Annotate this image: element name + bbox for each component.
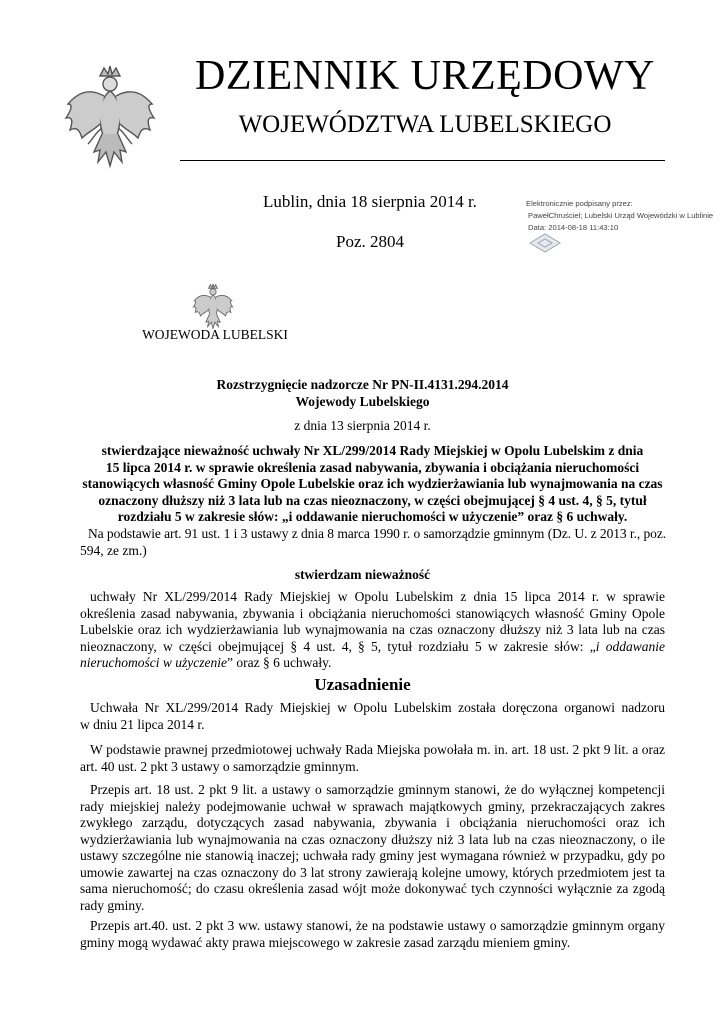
paragraph-line: zwykłego zarządu, dotyczących zasad nabywania, zbywania i obciążania nieruchomości oraz ich [80, 815, 665, 830]
justification-heading: Uzasadnienie [314, 675, 411, 694]
ruling-heading: stwierdzam nieważność [294, 567, 431, 582]
decision-issuer: Wojewody Lubelskiego [295, 394, 430, 409]
paragraph-line: sama nieruchomość; do czasu określenia zasad wójt może dokonywać tych czynności wyłącznie za zgodą [80, 881, 665, 896]
basis-line: Na podstawie art. 91 ust. 1 i 3 ustawy z dnia 8 marca 1990 r. o samorządzie gminnym (Dz. U. z 2013 r., poz. [88, 526, 666, 541]
ruling-italic: nieruchomości w użyczenie [80, 655, 227, 670]
paragraph-line: umowie zawartej na czas oznaczony do 3 lat strony zawierają kolejne umowy, których przedmiotem jest ta [80, 864, 665, 880]
polish-eagle-emblem-icon [60, 62, 160, 174]
paragraph-line: wydzierżawiania lub wynajmowania na czas oznaczony dłuższy niż 3 lata lub na czas nieoznaczony, o ile [80, 831, 665, 847]
voivode-eagle-icon [190, 282, 236, 332]
electronic-signature [526, 198, 721, 234]
justification-p1 [80, 700, 665, 733]
ruling-line: Lubelskie oraz ich wydzierżawiania lub wynajmowania na czas oznaczony dłuższy niż 3 lata lub na czas [80, 622, 665, 637]
subject-line: rozdziału 5 w zakresie słów: „i oddawanie nieruchomości w użyczenie” oraz § 6 uchwały. [117, 509, 628, 524]
decision-date: z dnia 13 sierpnia 2014 r. [294, 418, 431, 433]
ruling-line: ” oraz § 6 uchwały. [226, 655, 332, 670]
position-number: Poz. 2804 [336, 232, 404, 251]
paragraph-line: ustawy szczególne nie stanowią inaczej; uchwała rady gminy jest wymagana również w przypadku, gdy po [80, 848, 665, 863]
decision-subject [80, 443, 665, 526]
paragraph-line: Przepis art.40. ust. 2 pkt 3 ww. ustawy stanowi, że na podstawie ustawy o samorządzie gminnym organy [90, 918, 665, 933]
esignature-signer: PawełChruściel; Lubelski Urząd Wojewódzki w Lublinie [528, 211, 714, 220]
justification-p2 [80, 742, 665, 775]
paragraph-line: W podstawie prawnej przedmiotowej uchwały Rada Miejska powołała m. in. art. 18 ust. 2 pkt 9 lit. a oraz [90, 742, 665, 757]
paragraph-line: Uchwała Nr XL/299/2014 Rady Miejskiej w Opolu Lubelskim została doręczona organowi nadzoru [90, 700, 665, 715]
ruling-line: nieoznaczony, w części obejmującej § 4 ust. 4, § 5, tytuł rozdziału 5 w zakresie słów: „ [80, 638, 596, 654]
ruling-italic: i oddawanie [595, 638, 666, 654]
subject-line: stanowiących własność Gminy Opole Lubelskie oraz ich wydzierżawiania lub wynajmowania na czas [82, 476, 663, 491]
journal-title: DZIENNIK URZĘDOWY [195, 53, 655, 99]
paragraph-line: Przepis art. 18 ust. 2 pkt 9 lit. a ustawy o samorządzie gminnym stanowi, że do wyłącznej kompetencji [90, 782, 665, 797]
subject-line: stwierdzające nieważność uchwały Nr XL/299/2014 Rady Miejskiej w Opolu Lubelskim z dnia [101, 443, 644, 458]
ruling-line-composite [80, 639, 665, 656]
paragraph-line: rady miejskiej należy podejmowanie uchwał w sprawach majątkowych gminy, przekraczających zakres [80, 798, 665, 814]
ruling-text [80, 589, 665, 672]
justification-p4 [80, 918, 665, 951]
signature-stamp-icon [528, 232, 562, 254]
authority-label: WOJEWODA LUBELSKI [142, 327, 288, 342]
esignature-date: Data: 2014-08-18 11:43:10 [528, 223, 619, 232]
header-divider [180, 160, 665, 161]
basis-line: 594, ze zm.) [80, 543, 147, 558]
paragraph-line: gminy mogą wydawać akty prawa miejscowego w zakresie zasad zarządu mieniem gminy. [80, 934, 571, 950]
ruling-line-composite [80, 655, 665, 672]
subject-line: 15 lipca 2014 r. w sprawie określenia zasad nabywania, zbywania i obciążania nieruchomości [105, 459, 640, 475]
justification-p3 [80, 782, 665, 914]
ruling-line: uchwały Nr XL/299/2014 Rady Miejskiej w Opolu Lubelskim z dnia 15 lipca 2014 r. w sprawie [90, 589, 665, 604]
ruling-line: określenia zasad nabywania, zbywania i obciążania nieruchomości stanowiących własność Gminy Opole [80, 605, 665, 621]
paragraph-line: w dniu 21 lipca 2014 r. [80, 716, 205, 732]
publication-date: Lublin, dnia 18 sierpnia 2014 r. [263, 192, 477, 211]
journal-subtitle: WOJEWÓDZTWA LUBELSKIEGO [238, 111, 612, 138]
paragraph-line: art. 40 ust. 2 pkt 3 ustawy o samorządzie gminnym. [80, 758, 359, 774]
esignature-label: Elektronicznie podpisany przez: [526, 199, 633, 208]
paragraph-line: rady gminy. [80, 897, 145, 913]
subject-line: oznaczony dłuższy niż 3 lata lub na czas nieoznaczony, w części obejmującej § 4 ust. 4, § 5, tytuł [98, 492, 647, 508]
decision-title: Rozstrzygnięcie nadzorcze Nr PN-II.4131.294.2014 [216, 377, 509, 392]
